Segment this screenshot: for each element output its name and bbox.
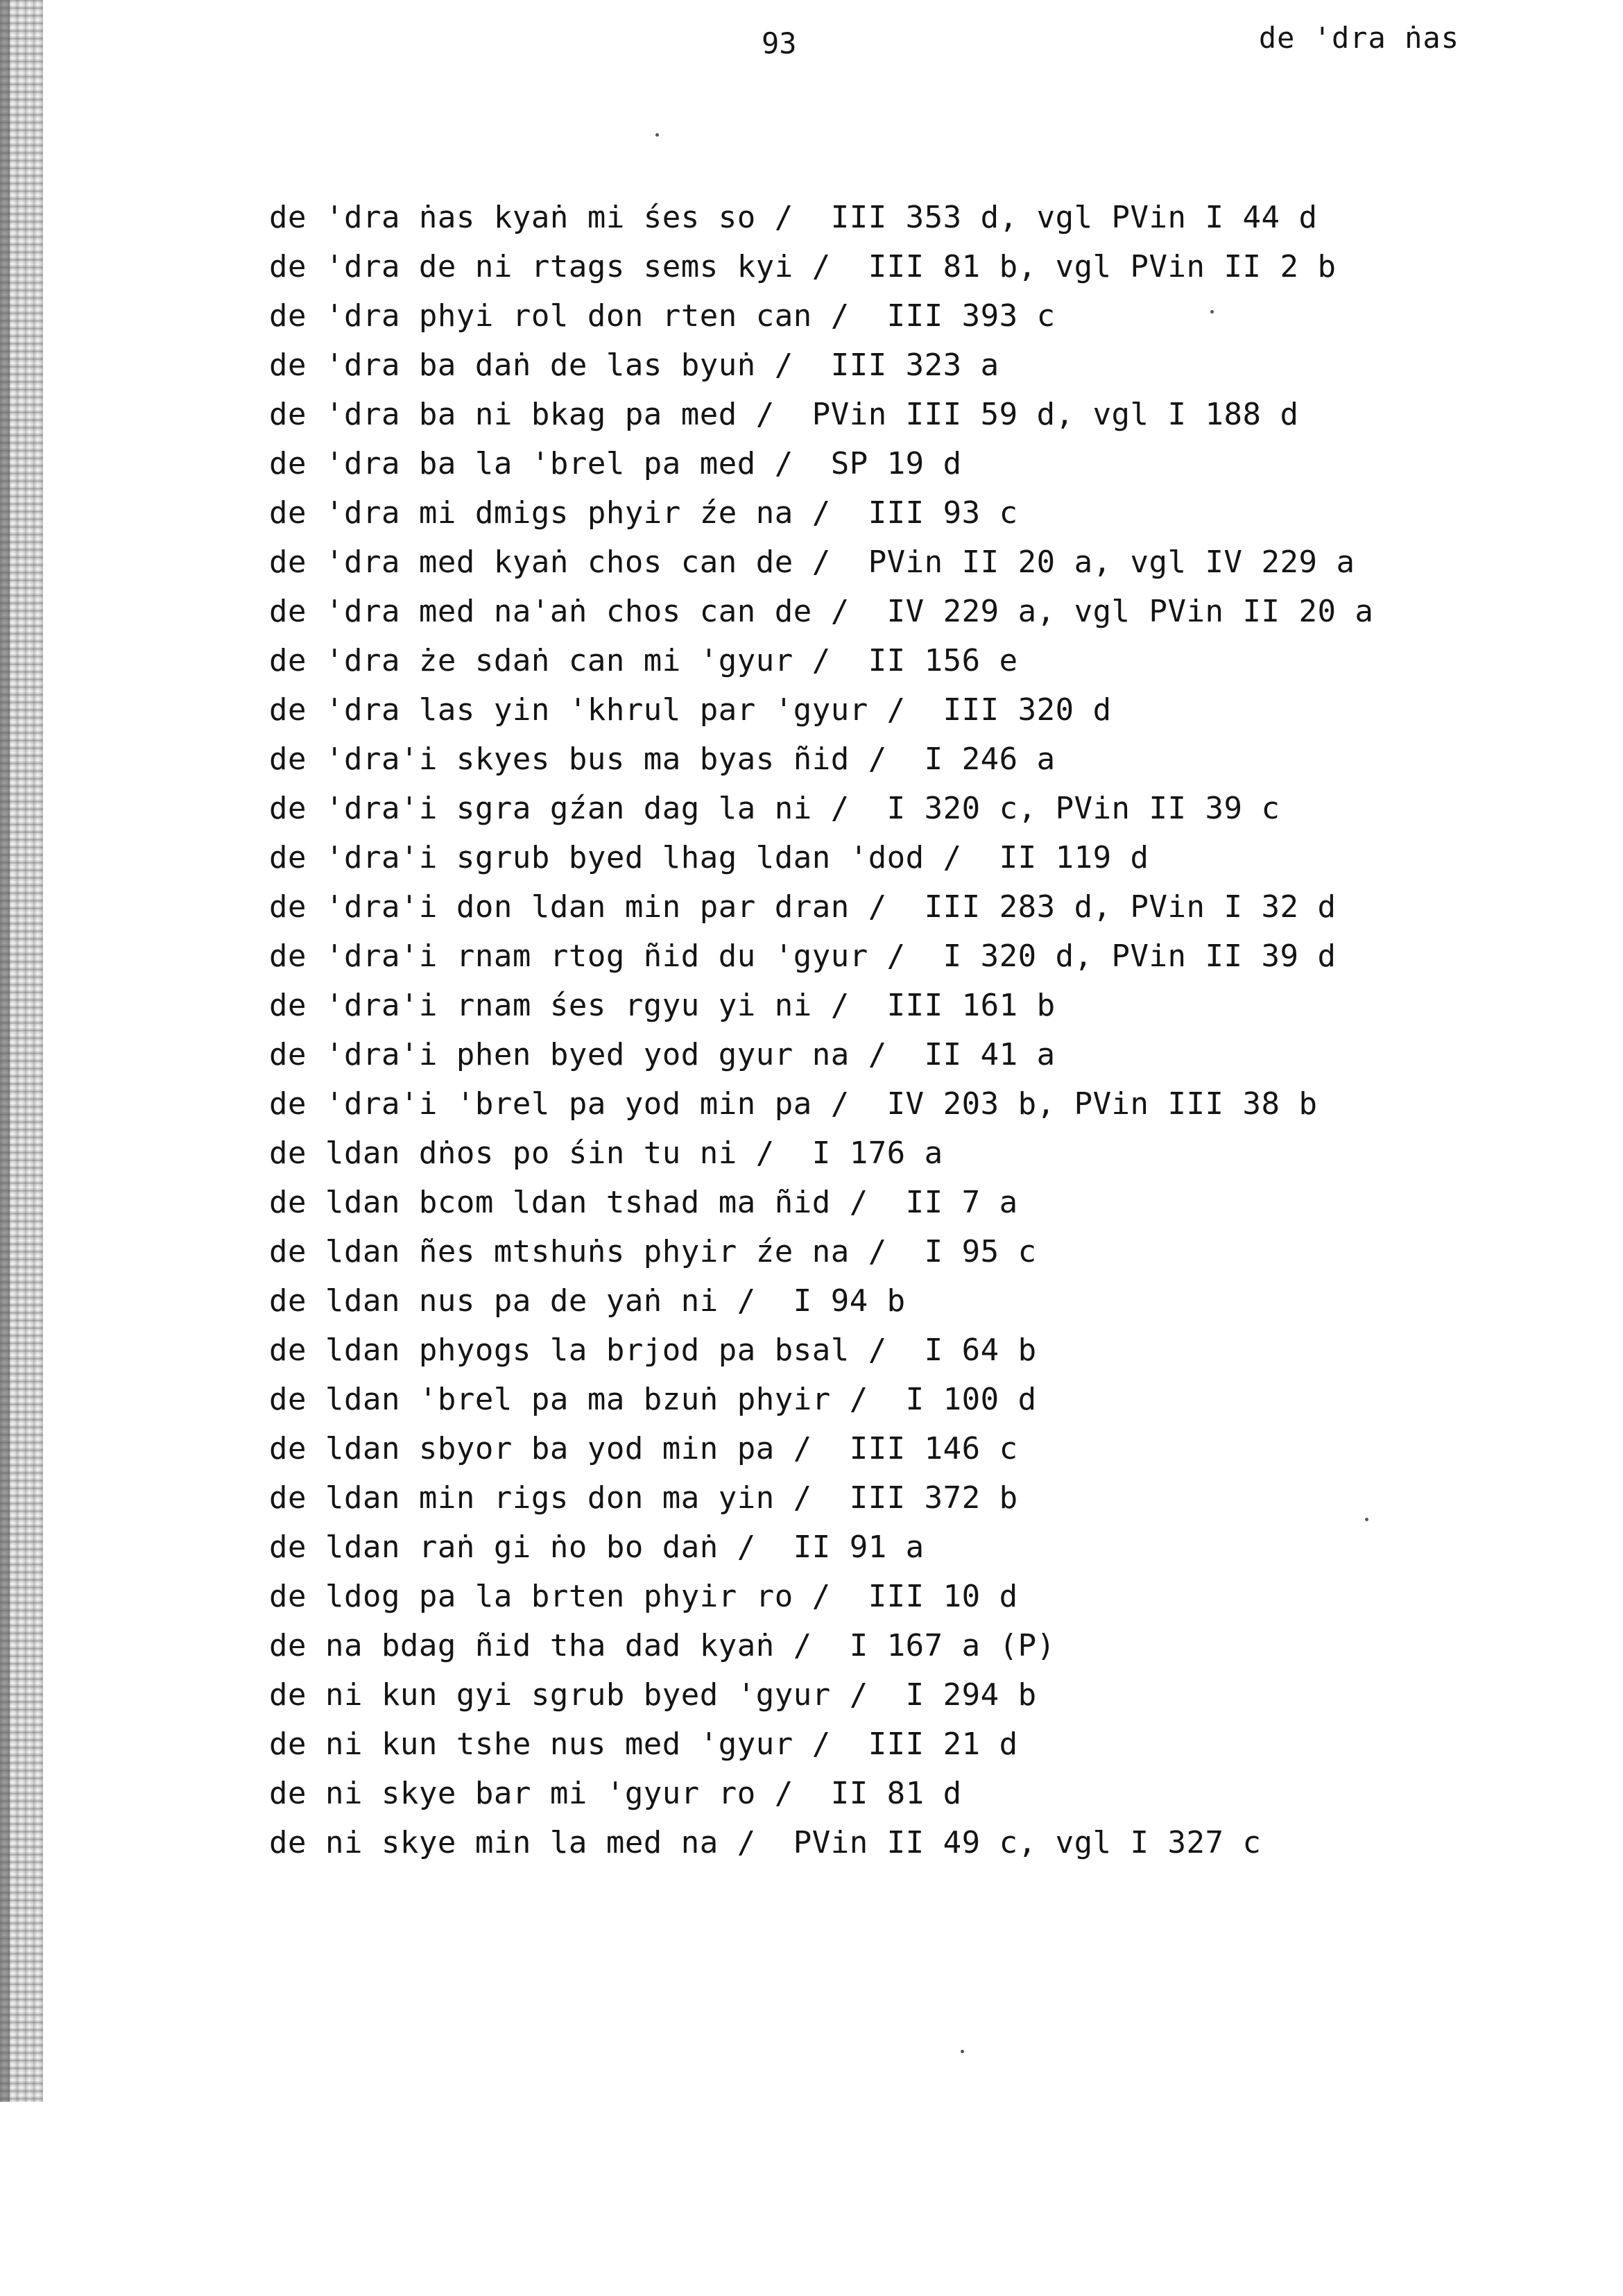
- index-entry: de 'dra'i don ldan min par dran / III 283 d, PVin I 32 d: [269, 889, 1337, 925]
- index-entry: de 'dra ṅas kyaṅ mi śes so / III 353 d, vgl PVin I 44 d: [269, 200, 1318, 235]
- index-entry: de 'dra ba daṅ de las byuṅ / III 323 a: [269, 348, 999, 383]
- scan-binding-edge: [0, 0, 43, 2102]
- index-entry: de 'dra'i sgrub byed lhag ldan 'dod / II 119 d: [269, 840, 1149, 875]
- index-entry: de 'dra mi dmigs phyir źe na / III 93 c: [269, 495, 1018, 531]
- index-entry: de 'dra'i phen byed yod gyur na / II 41 a: [269, 1037, 1056, 1072]
- index-entry: de 'dra ba la 'brel pa med / SP 19 d: [269, 446, 962, 481]
- index-entry: de ldan 'brel pa ma bzuṅ phyir / I 100 d: [269, 1382, 1037, 1417]
- page-number: 93: [762, 26, 797, 60]
- index-entry: de ldan nus pa de yaṅ ni / I 94 b: [269, 1283, 906, 1319]
- index-entry: de 'dra med na'aṅ chos can de / IV 229 a, vgl PVin II 20 a: [269, 594, 1374, 629]
- scan-speck: [655, 133, 659, 137]
- index-entry: de ni skye bar mi 'gyur ro / II 81 d: [269, 1776, 962, 1811]
- index-entry: de 'dra las yin 'khrul par 'gyur / III 320 d: [269, 692, 1112, 728]
- scan-speck: [961, 2050, 964, 2053]
- index-entry: de ni kun tshe nus med 'gyur / III 21 d: [269, 1727, 1018, 1762]
- page-header: [0, 21, 1623, 69]
- index-entry: de ldog pa la brten phyir ro / III 10 d: [269, 1579, 1018, 1614]
- index-entry: de ldan sbyor ba yod min pa / III 146 c: [269, 1431, 1018, 1466]
- index-entry: de ldan bcom ldan tshad ma ñid / II 7 a: [269, 1185, 1018, 1220]
- index-entry: de 'dra'i skyes bus ma byas ñid / I 246 a: [269, 742, 1056, 777]
- scan-speck: [1365, 1518, 1368, 1521]
- index-entry: de ni skye min la med na / PVin II 49 c, vgl I 327 c: [269, 1825, 1262, 1860]
- index-entry: de 'dra'i rnam rtog ñid du 'gyur / I 320 d, PVin II 39 d: [269, 939, 1337, 974]
- index-entry: de 'dra'i 'brel pa yod min pa / IV 203 b, PVin III 38 b: [269, 1086, 1318, 1122]
- index-entry: de ldan min rigs don ma yin / III 372 b: [269, 1480, 1018, 1516]
- running-head: de 'dra ṅas: [1258, 21, 1459, 55]
- index-entry: de 'dra phyi rol don rten can / III 393 c: [269, 298, 1056, 334]
- index-entry: de na bdag ñid tha dad kyaṅ / I 167 a (P): [269, 1628, 1056, 1663]
- index-entry: de 'dra'i sgra gźan dag la ni / I 320 c, PVin II 39 c: [269, 791, 1280, 826]
- index-entry: de ldan dṅos po śin tu ni / I 176 a: [269, 1136, 943, 1171]
- index-entry: de 'dra'i rnam śes rgyu yi ni / III 161 b: [269, 988, 1056, 1023]
- index-entry: de ldan phyogs la brjod pa bsal / I 64 b: [269, 1333, 1037, 1368]
- index-entry: de 'dra de ni rtags sems kyi / III 81 b, vgl PVin II 2 b: [269, 249, 1337, 284]
- verse-index-list: [269, 193, 1573, 1867]
- scan-speck: [1210, 310, 1214, 314]
- index-entry: de 'dra med kyaṅ chos can de / PVin II 20 a, vgl IV 229 a: [269, 545, 1355, 580]
- index-entry: de 'dra ba ni bkag pa med / PVin III 59 d, vgl I 188 d: [269, 397, 1299, 432]
- index-entry: de ldan ñes mtshuṅs phyir źe na / I 95 c: [269, 1234, 1037, 1269]
- index-entry: de ldan raṅ gi ṅo bo daṅ / II 91 a: [269, 1530, 925, 1565]
- index-entry: de ni kun gyi sgrub byed 'gyur / I 294 b: [269, 1677, 1037, 1713]
- index-entry: de 'dra że sdaṅ can mi 'gyur / II 156 e: [269, 643, 1018, 678]
